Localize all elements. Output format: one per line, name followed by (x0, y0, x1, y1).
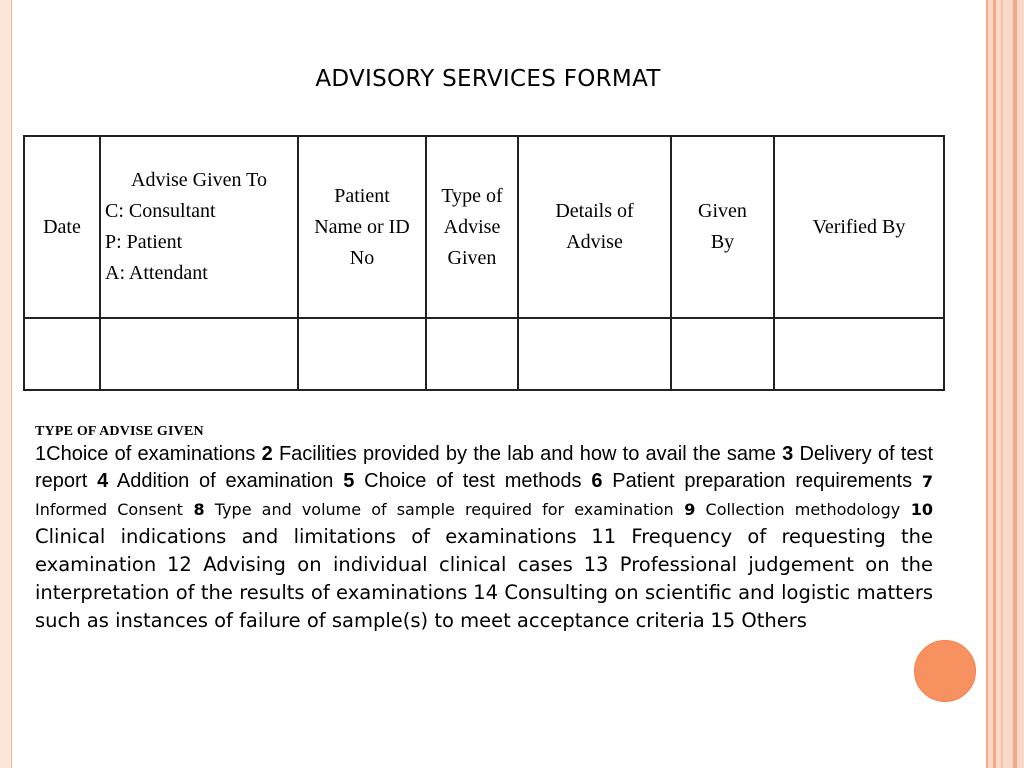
header-type-line-3: Given (447, 246, 497, 269)
cell-date[interactable] (24, 318, 100, 390)
header-code-attendant: A: Attendant (105, 262, 208, 284)
cell-verified-by[interactable] (774, 318, 944, 390)
header-patient-line-2: Name or ID (314, 215, 410, 238)
advise-type-legend (35, 424, 933, 635)
header-code-consultant: C: Consultant (105, 200, 216, 222)
cell-advise-given-to[interactable] (100, 318, 298, 390)
header-given-by (671, 136, 774, 318)
legend-item-14: 14 Consulting on scientific and logistic matters such as instances of failure of sample(s) to meet acceptance criteria (35, 581, 933, 632)
header-given-by-line-1: Given (698, 200, 747, 222)
header-given-by-line-2: By (710, 231, 735, 253)
cell-patient[interactable] (298, 318, 426, 390)
header-details-line-1: Details of (555, 200, 634, 222)
legend-item-7: 7 Informed Consent (35, 472, 934, 519)
cell-details[interactable] (518, 318, 671, 390)
legend-item-5: 5 Choice of test methods (343, 470, 582, 492)
legend-item-4: 4 Addition of examination (97, 470, 334, 492)
header-details-line-2: Advise (566, 231, 623, 253)
legend-item-2: 2 Facilities provided by the lab and how to avail the same (261, 443, 776, 465)
header-type-line-2: Advise (443, 215, 501, 238)
legend-item-6: 6 Patient preparation requirements (591, 470, 913, 492)
legend-body (35, 441, 933, 635)
decorative-circle (914, 640, 976, 702)
legend-item-9: 9 Collection methodology (684, 500, 901, 519)
header-details-of-advise (518, 136, 671, 318)
cell-type[interactable] (426, 318, 518, 390)
page-title: ADVISORY SERVICES FORMAT (315, 66, 661, 92)
cell-given-by[interactable] (671, 318, 774, 390)
header-type-of-advise (426, 136, 518, 318)
legend-item-10: 10 Clinical indications and limitations of examinations (35, 500, 934, 548)
table-header-row (24, 136, 944, 318)
header-code-patient: P: Patient (105, 231, 183, 253)
header-patient (298, 136, 426, 318)
legend-item-1: 1Choice of examinations (35, 443, 256, 465)
table-row (24, 318, 944, 390)
slide-left-border (0, 0, 12, 768)
slide-right-stripes (986, 0, 1024, 768)
advisory-format-table (23, 135, 945, 391)
legend-item-3: 3 Delivery of test report (35, 443, 934, 492)
legend-item-12: 12 Advising on individual clinical cases (166, 553, 573, 576)
header-verified-by: Verified By (774, 136, 944, 318)
header-type-line-1: Type of (441, 184, 503, 207)
header-patient-line-1: Patient (334, 184, 390, 207)
legend-item-11: 11 Frequency of requesting the examination (35, 525, 934, 576)
legend-item-8: 8 Type and volume of sample required for examination (193, 500, 674, 519)
legend-title: TYPE OF ADVISE GIVEN (35, 424, 204, 439)
header-advise-given-to (100, 136, 298, 318)
header-patient-line-3: No (349, 246, 375, 269)
header-advise-given-to-label: Advise Given To (131, 169, 267, 191)
legend-item-13: 13 Professional judgement on the interpretation of the results of examinations (35, 553, 934, 604)
legend-item-15: 15 Others (710, 609, 807, 632)
header-date: Date (24, 136, 100, 318)
